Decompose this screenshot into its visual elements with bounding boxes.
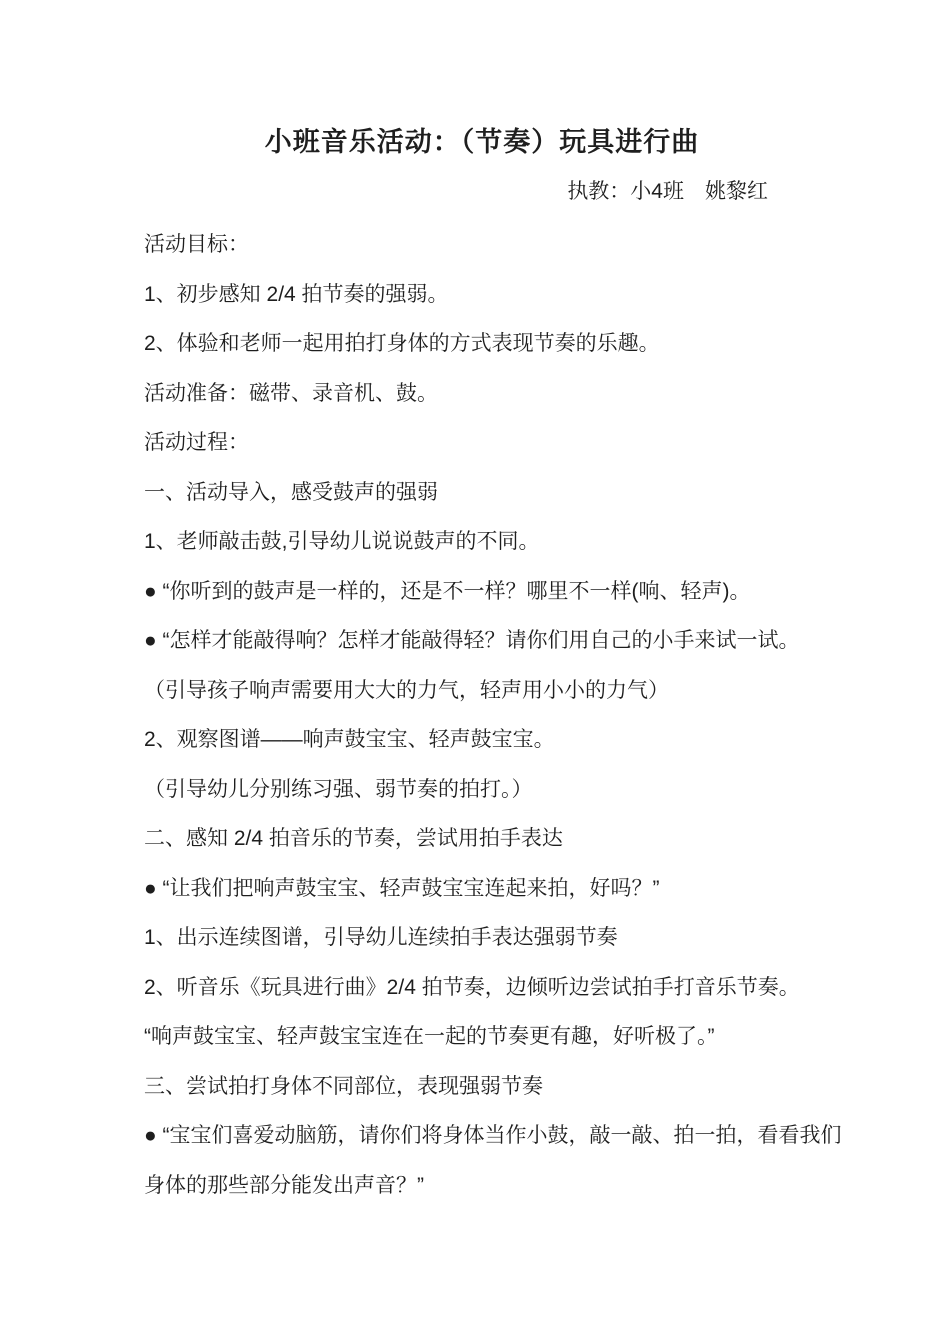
document-byline: 执教：小4班 姚黎红 — [567, 180, 768, 203]
step1-bullet-2: ● “怎样才能敲得响？怎样才能敲得轻？请你们用自己的小手来试一试。 — [144, 629, 800, 652]
goal-item-1: 1、初步感知 2/4 拍节奏的强弱。 — [144, 282, 449, 306]
step2-bullet-1: ● “让我们把响声鼓宝宝、轻声鼓宝宝连起来拍，好吗？” — [144, 876, 660, 900]
step2-quote: “响声鼓宝宝、轻声鼓宝宝连在一起的节奏更有趣，好听极了。” — [144, 1025, 715, 1048]
step1-item-1: 1、老师敲击鼓,引导幼儿说说鼓声的不同。 — [144, 530, 540, 553]
process-step-3-heading: 三、尝试拍打身体不同部位，表现强弱节奏 — [144, 1074, 543, 1098]
section-label-process: 活动过程： — [144, 431, 249, 454]
step1-note-2: （引导幼儿分别练习强、弱节奏的拍打。） — [144, 777, 533, 801]
step1-bullet-1: ● “你听到的鼓声是一样的，还是不一样？哪里不一样(响、轻声)。 — [144, 579, 751, 603]
document-title: 小班音乐活动：（节奏）玩具进行曲 — [264, 127, 700, 157]
step2-item-2: 2、听音乐《玩具进行曲》2/4 拍节奏，边倾听边尝试拍手打音乐节奏。 — [144, 975, 800, 999]
step2-item-1: 1、出示连续图谱，引导幼儿连续拍手表达强弱节奏 — [144, 926, 618, 949]
step1-note-1: （引导孩子响声需要用大大的力气，轻声用小小的力气） — [144, 678, 669, 702]
step3-bullet-1-line-2: 身体的那些部分能发出声音？” — [144, 1173, 424, 1197]
process-step-2-heading: 二、感知 2/4 拍音乐的节奏，尝试用拍手表达 — [144, 827, 563, 850]
process-step-1-heading: 一、活动导入，感受鼓声的强弱 — [144, 480, 438, 504]
step1-item-2: 2、观察图谱——响声鼓宝宝、轻声鼓宝宝。 — [144, 728, 555, 751]
step3-bullet-1-line-1: ● “宝宝们喜爱动脑筋，请你们将身体当作小鼓，敲一敲、拍一拍，看看我们 — [144, 1124, 842, 1147]
section-label-preparation: 活动准备：磁带、录音机、鼓。 — [144, 381, 438, 405]
goal-item-2: 2、体验和老师一起用拍打身体的方式表现节奏的乐趣。 — [144, 332, 660, 355]
section-label-goals: 活动目标： — [144, 233, 249, 256]
